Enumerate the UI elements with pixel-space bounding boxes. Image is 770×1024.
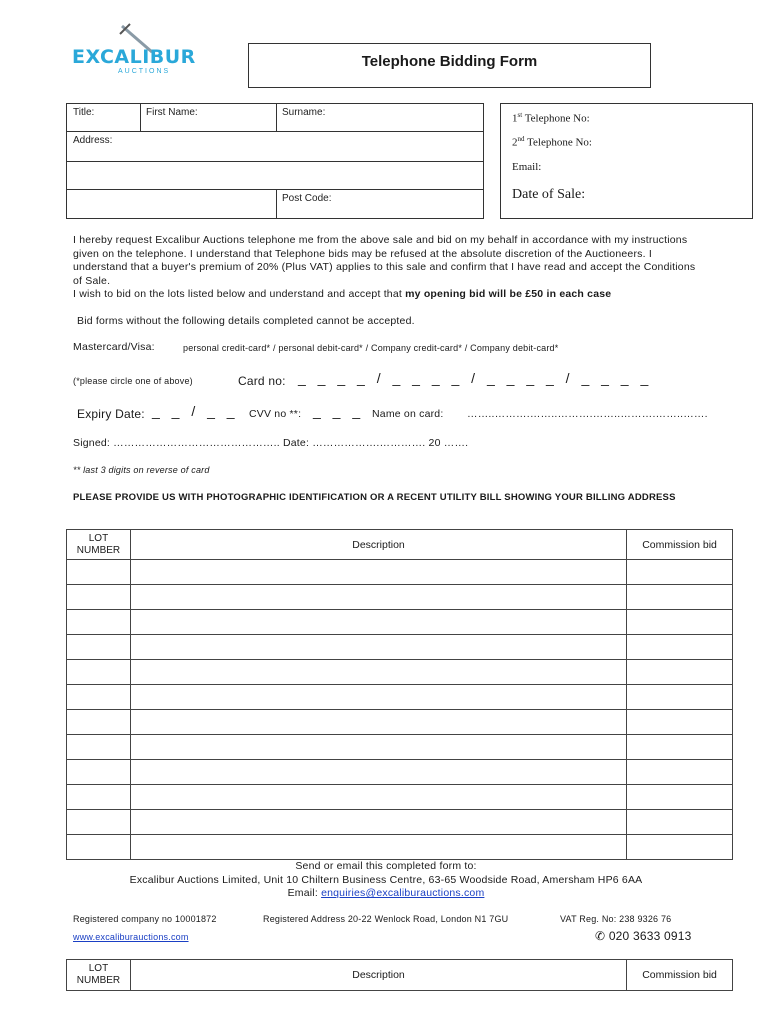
card-number-blank: _ _ _ _ / _ _ _ _ / _ _ _ _ / _ _ _ _ bbox=[298, 370, 653, 386]
logo-sub: AUCTIONS bbox=[118, 68, 171, 75]
email-line: Email: enquiries@excaliburauctions.com bbox=[287, 887, 485, 899]
vat-number: VAT Reg. No: 238 9326 76 bbox=[560, 914, 672, 924]
personal-details-box bbox=[66, 103, 484, 219]
send-instruction: Send or email this completed form to: bbox=[295, 860, 477, 872]
date-of-sale-label: Date of Sale: bbox=[512, 187, 586, 202]
circle-note: (*please circle one of above) bbox=[73, 376, 193, 386]
table-row[interactable] bbox=[67, 785, 733, 810]
description-header: Description bbox=[130, 530, 626, 560]
name-on-card-label: Name on card: bbox=[372, 408, 444, 420]
name-on-card-blank: ……..……….……..……….……..……….……..……. bbox=[467, 408, 708, 420]
lots-table-header bbox=[67, 960, 733, 991]
table-row[interactable] bbox=[67, 610, 733, 635]
telephone-1-label: 1st Telephone No: bbox=[512, 111, 590, 125]
phone-icon: ✆ bbox=[595, 929, 606, 943]
registered-address: Registered Address 20-22 Wenlock Road, London N1 7GU bbox=[263, 914, 509, 924]
commission-bid-header: Commission bid bbox=[627, 960, 733, 991]
table-row[interactable] bbox=[67, 810, 733, 835]
table-row[interactable] bbox=[67, 560, 733, 585]
company-address: Excalibur Auctions Limited, Unit 10 Chiltern Business Centre, 63-65 Woodside Road, Amersham HP6 6AA bbox=[129, 874, 643, 886]
table-row[interactable] bbox=[67, 635, 733, 660]
lots-table bbox=[66, 529, 733, 860]
expiry-blank: _ _ / _ _ bbox=[152, 403, 239, 419]
lot-number-header: LOT NUMBER bbox=[67, 530, 131, 560]
telephone-2-label: 2nd Telephone No: bbox=[512, 135, 592, 149]
address-field-label: Address: bbox=[73, 135, 113, 146]
email-link[interactable]: enquiries@excaliburauctions.com bbox=[321, 887, 485, 899]
id-notice: PLEASE PROVIDE US WITH PHOTOGRAPHIC IDENTIFICATION OR A RECENT UTILITY BILL SHOWING YOUR BILLING ADDRESS bbox=[73, 492, 676, 503]
signature-line: Signed: ……………………………………….. Date: ……………….…………. 20 ……. bbox=[73, 437, 469, 449]
logo-name: EXCALIBUR bbox=[72, 46, 196, 68]
commission-bid-header: Commission bid bbox=[627, 530, 733, 560]
lots-table-header bbox=[67, 530, 733, 560]
email-label: Email: bbox=[512, 161, 542, 173]
lot-number-header: LOT NUMBER bbox=[67, 960, 131, 991]
lots-table-continued bbox=[66, 959, 733, 991]
table-row[interactable] bbox=[67, 685, 733, 710]
table-row[interactable] bbox=[67, 660, 733, 685]
table-row[interactable] bbox=[67, 760, 733, 785]
website-link[interactable]: www.excaliburauctions.com bbox=[73, 932, 189, 942]
company-number: Registered company no 10001872 bbox=[73, 914, 217, 924]
card-type-options: personal credit-card* / personal debit-card* / Company credit-card* / Company debit-card* bbox=[183, 343, 559, 353]
company-logo bbox=[66, 22, 206, 88]
card-type-label: Mastercard/Visa: bbox=[73, 341, 155, 353]
table-row[interactable] bbox=[67, 585, 733, 610]
post-code-field-label: Post Code: bbox=[282, 193, 332, 204]
cvv-label: CVV no **: bbox=[249, 408, 302, 420]
surname-field-label: Surname: bbox=[282, 107, 326, 118]
cvv-blank: _ _ _ bbox=[313, 403, 365, 419]
table-row[interactable] bbox=[67, 710, 733, 735]
expiry-label: Expiry Date: bbox=[77, 407, 145, 421]
title-field-label: Title: bbox=[73, 107, 95, 118]
card-number-label: Card no: bbox=[238, 374, 286, 388]
terms-paragraph: I hereby request Excalibur Auctions telephone me from the above sale and bid on my behalf in accordance with my instructions given on the telephone. I understand that Telephone bids may be refused at the absolute discretion of the Auctioneers. I understand that a buyer's premium of 20% (Plus VAT) applies to this sale and confirm that I have read and accept the Conditions of Sale. I wish to bid on the lots listed below and understand and accept that my opening bid will be £50 in each case bbox=[73, 234, 696, 300]
table-row[interactable] bbox=[67, 735, 733, 760]
form-title: Telephone Bidding Form bbox=[248, 43, 651, 88]
first-name-field-label: First Name: bbox=[146, 107, 198, 118]
cvv-footnote: ** last 3 digits on reverse of card bbox=[73, 465, 210, 475]
contact-box bbox=[500, 103, 753, 219]
phone-number-line: ✆ 020 3633 0913 bbox=[595, 929, 692, 943]
description-header: Description bbox=[130, 960, 626, 991]
table-row[interactable] bbox=[67, 835, 733, 860]
required-notice: Bid forms without the following details completed cannot be accepted. bbox=[77, 315, 415, 327]
